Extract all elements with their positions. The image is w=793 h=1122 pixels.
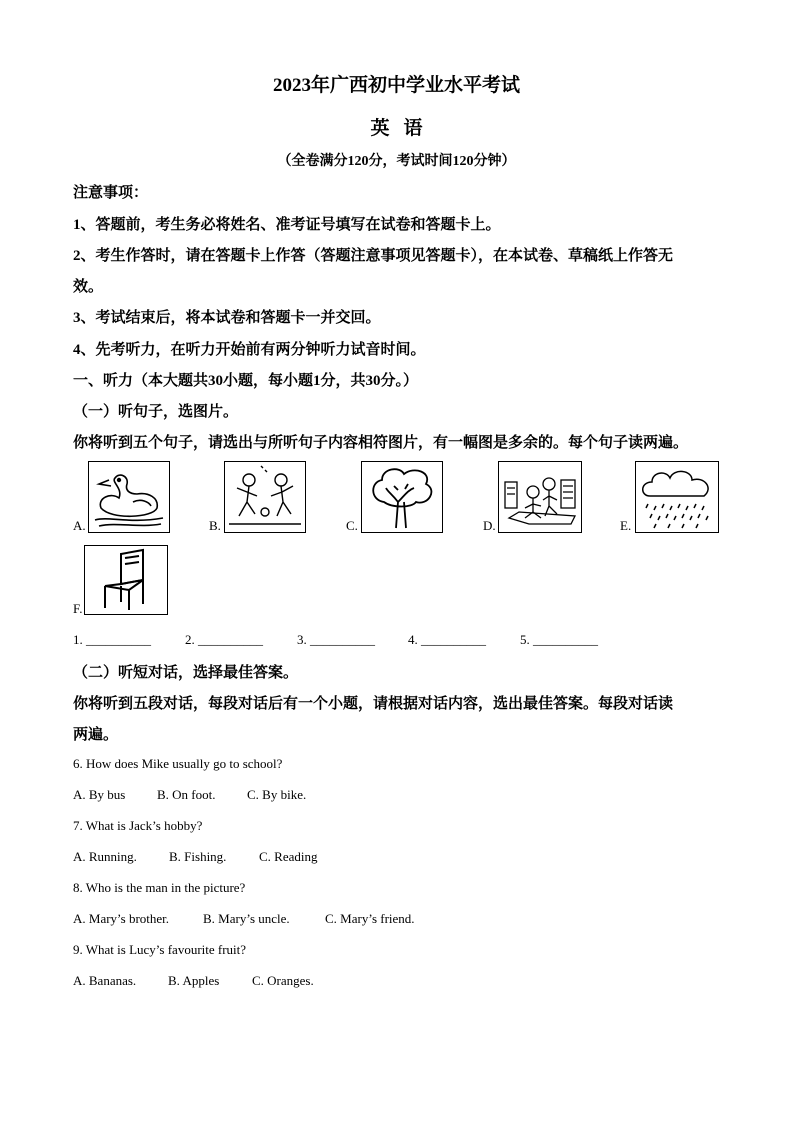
question-7-option-c[interactable]: C. Reading (259, 849, 318, 864)
exam-subtitle: （全卷满分120分，考试时间120分钟） (277, 154, 516, 169)
question-7: 7. What is Jack’s hobby? (73, 818, 203, 833)
picture-c-label: C. (346, 518, 358, 533)
answer-blank-3[interactable]: 3. __________ (297, 632, 375, 647)
exam-title: 2023年广西初中学业水平考试 (272, 75, 520, 96)
tree-picture-icon (361, 461, 443, 533)
question-6: 6. How does Mike usually go to school? (73, 756, 283, 771)
question-6-option-b[interactable]: B. On foot. (157, 787, 216, 802)
part-2-instruction-line-2: 两遍。 (73, 727, 119, 743)
part-1-heading: （一）听句子，选图片。 (73, 404, 239, 420)
note-item-1: 1、答题前，考生务必将姓名、准考证号填写在试卷和答题卡上。 (73, 217, 501, 233)
question-6-option-a[interactable]: A. By bus (73, 787, 126, 802)
question-7-option-a[interactable]: A. Running. (73, 849, 137, 864)
answer-blank-2[interactable]: 2. __________ (185, 632, 263, 647)
answer-blank-1[interactable]: 1. __________ (73, 632, 151, 647)
children-playing-football-picture-icon (224, 461, 306, 533)
question-9-option-b[interactable]: B. Apples (168, 973, 220, 988)
picture-f-label: F. (73, 601, 83, 616)
question-8: 8. Who is the man in the picture? (73, 880, 246, 895)
question-7-option-b[interactable]: B. Fishing. (169, 849, 227, 864)
question-9-option-c[interactable]: C. Oranges. (252, 973, 314, 988)
note-item-3: 3、考试结束后，将本试卷和答题卡一并交回。 (73, 310, 381, 326)
duck-picture-icon (88, 461, 170, 533)
note-item-2-line-1: 2、考生作答时，请在答题卡上作答（答题注意事项见答题卡），在本试卷、草稿纸上作答无 (73, 248, 674, 264)
picture-d-label: D. (483, 518, 496, 533)
answer-blank-5[interactable]: 5. __________ (520, 632, 598, 647)
part-1-instruction: 你将听到五个句子，请选出与所听句子内容相符图片，有一幅图是多余的。每个句子读两遍。 (73, 435, 689, 451)
question-8-option-c[interactable]: C. Mary’s friend. (325, 911, 415, 926)
note-item-2-line-2: 效。 (73, 279, 104, 295)
question-8-option-b[interactable]: B. Mary’s uncle. (203, 911, 290, 926)
question-6-option-c[interactable]: C. By bike. (247, 787, 307, 802)
chair-picture-icon (84, 545, 168, 615)
exam-subject: 英语 (370, 118, 437, 139)
picture-a-label: A. (73, 518, 86, 533)
part-2-heading: （二）听短对话，选择最佳答案。 (73, 665, 299, 681)
question-9: 9. What is Lucy’s favourite fruit? (73, 942, 247, 957)
question-8-option-a[interactable]: A. Mary’s brother. (73, 911, 170, 926)
children-sitting-picture-icon (498, 461, 582, 533)
notes-heading: 注意事项： (73, 185, 149, 201)
answer-blank-4[interactable]: 4. __________ (408, 632, 486, 647)
note-item-4: 4、先考听力，在听力开始前有两分钟听力试音时间。 (73, 342, 426, 358)
section-1-heading: 一、听力（本大题共30小题，每小题1分，共30分。） (73, 373, 419, 389)
picture-b-label: B. (209, 518, 221, 533)
part-2-instruction-line-1: 你将听到五段对话，每段对话后有一个小题，请根据对话内容，选出最佳答案。每段对话读 (73, 696, 674, 712)
rain-cloud-picture-icon (635, 461, 719, 533)
question-9-option-a[interactable]: A. Bananas. (73, 973, 137, 988)
picture-e-label: E. (620, 518, 632, 533)
